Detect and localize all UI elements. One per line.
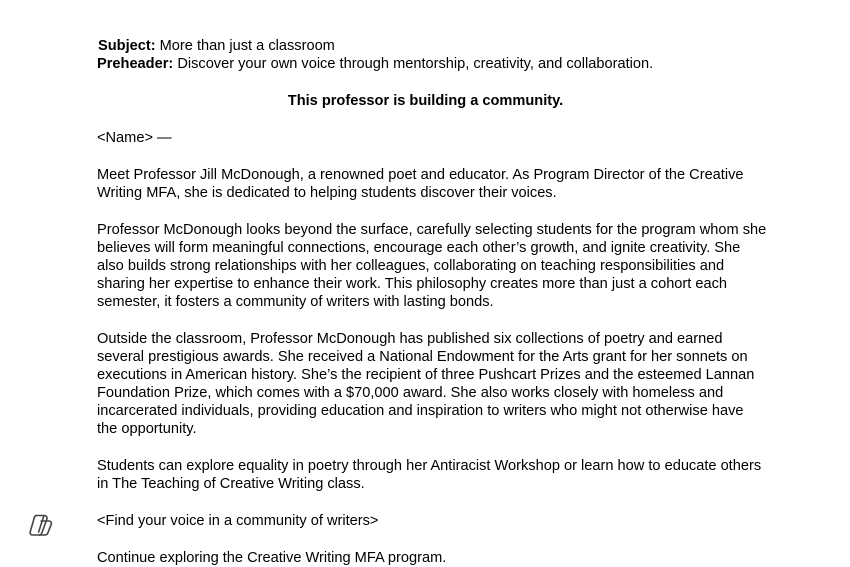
body-paragraph: Students can explore equality in poetry through her Antiracist Workshop or learn how to educate others in The Teaching of Creative Writing class. — [97, 458, 762, 492]
closing-line: Continue exploring the Creative Writing MFA program. — [97, 550, 447, 566]
body-paragraph: Professor McDonough looks beyond the surface, carefully selecting students for the program whom she believes will form meaningful connections, encourage each other’s growth, and ignite creativity. She also builds strong relationships with her colleagues, collaborating on teaching responsibilities and sharing her expertise to enhance their work. This philosophy creates more than just a cohort each semester, it fosters a community of writers with lasting bonds. — [97, 222, 767, 310]
call-to-action: <Find your voice in a community of writers> — [97, 513, 379, 529]
subject-value: More than just a classroom — [159, 38, 335, 54]
preheader-line — [97, 55, 767, 73]
body-paragraph: Outside the classroom, Professor McDonough has published six collections of poetry and earned several prestigious awards. She received a National Endowment for the Arts grant for her sonnets on executions in American history. She’s the recipient of three Pushcart Prizes and the esteemed Lannan Foundation Prize, which comes with a $70,000 award. She also works closely with homeless and incarcerated individuals, providing education and inspiration to writers who might not otherwise have the opportunity. — [97, 331, 755, 437]
email-headline: This professor is building a community. — [287, 93, 564, 109]
copilot-icon[interactable] — [28, 513, 54, 537]
email-draft — [97, 37, 767, 567]
greeting: <Name> — — [97, 130, 172, 146]
subject-line — [97, 37, 767, 55]
body-paragraph: Meet Professor Jill McDonough, a renowned poet and educator. As Program Director of the Creative Writing MFA, she is dedicated to helping students discover their voices. — [97, 167, 744, 201]
preheader-value: Discover your own voice through mentorship, creativity, and collaboration. — [177, 56, 654, 72]
preheader-label: Preheader: — [97, 56, 174, 72]
subject-label: Subject: — [98, 38, 156, 54]
